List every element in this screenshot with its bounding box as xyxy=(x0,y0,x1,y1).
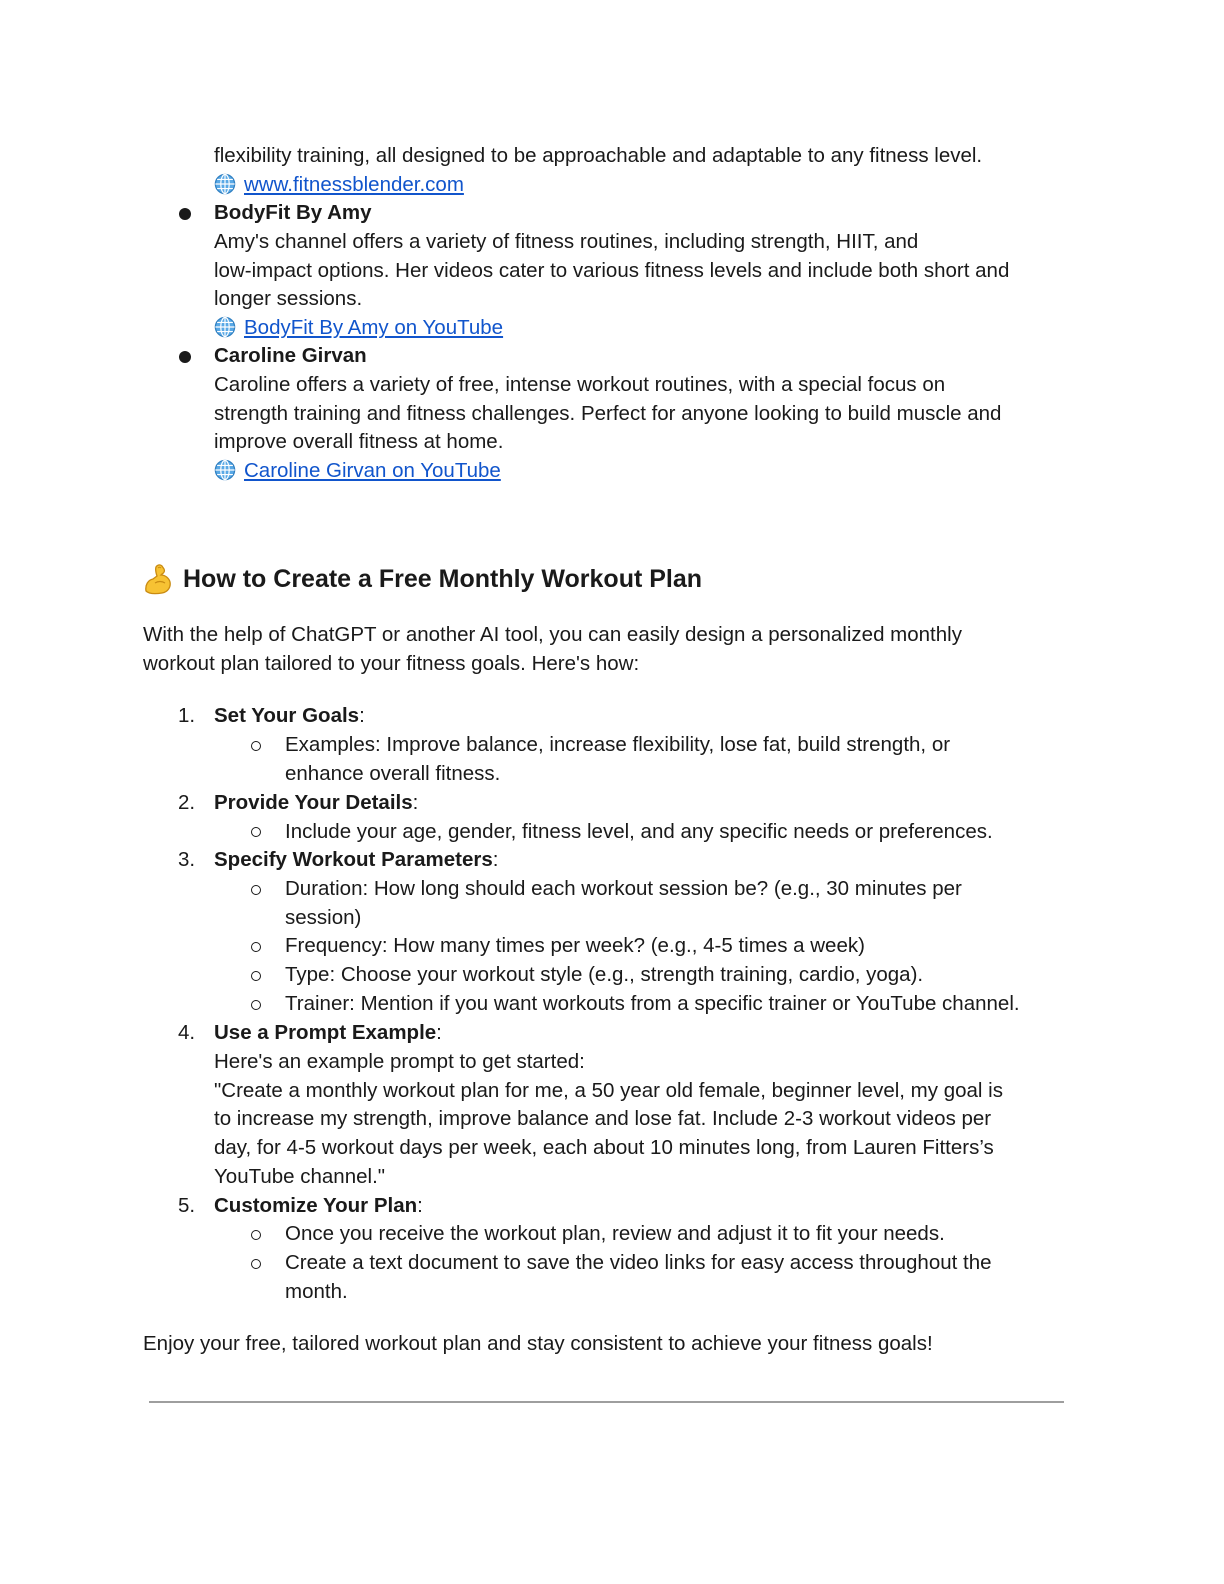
sub-bullet-circle xyxy=(251,741,261,751)
step-body-line: to increase my strength, improve balance and lose fat. Include 2-3 workout videos per xyxy=(214,1107,992,1131)
step-suffix: : xyxy=(436,1021,442,1044)
step-number: 3. xyxy=(178,848,196,871)
sub-item-line: Duration: How long should each workout session be? (e.g., 30 minutes per xyxy=(285,877,962,900)
channel-description-line: longer sessions. xyxy=(214,287,363,311)
step-title: Provide Your Details xyxy=(214,791,413,814)
step-suffix: : xyxy=(417,1194,423,1217)
channel-name: Caroline Girvan xyxy=(214,344,367,367)
step-use-a-prompt-example xyxy=(214,1019,1084,1192)
intro-line: With the help of ChatGPT or another AI tool, you can easily design a personalized monthly xyxy=(143,623,962,646)
sub-item-line: Type: Choose your workout style (e.g., strength training, cardio, yoga). xyxy=(285,963,924,986)
closing-paragraph xyxy=(143,1330,1063,1359)
step-set-your-goals xyxy=(214,702,1084,731)
sub-item-line: Create a text document to save the video links for easy access throughout the xyxy=(285,1251,992,1274)
step-suffix: : xyxy=(412,791,419,814)
sub-item xyxy=(285,1249,1075,1307)
globe-icon xyxy=(214,173,236,195)
bullet-dot xyxy=(179,208,191,220)
fitness-blender-link[interactable]: www.fitnessblender.com xyxy=(244,172,464,196)
step-number: 2. xyxy=(178,791,196,814)
sub-item xyxy=(285,731,1075,789)
sub-item xyxy=(285,961,1075,990)
bullet-dot xyxy=(179,351,191,363)
step-title: Use a Prompt Example xyxy=(214,1021,437,1044)
sub-item-line: enhance overall fitness. xyxy=(285,761,501,785)
sub-bullet-circle xyxy=(251,1000,261,1010)
sub-bullet-circle xyxy=(251,942,261,952)
sub-bullet-circle xyxy=(251,971,261,981)
sub-item xyxy=(285,818,1075,847)
step-body-line: day, for 4-5 workout days per week, each about 10 minutes long, from Lauren Fitters’s xyxy=(214,1136,994,1160)
sub-item xyxy=(285,875,1075,933)
sub-item-line: Include your age, gender, fitness level, and any specific needs or preferences. xyxy=(285,820,993,843)
channel-bodyfit-by-amy xyxy=(214,199,1084,343)
step-provide-your-details xyxy=(214,789,1084,818)
horizontal-divider xyxy=(149,1401,1064,1403)
sub-bullet-circle xyxy=(251,827,261,837)
flexed-biceps-icon xyxy=(143,563,173,595)
closing-text: Enjoy your free, tailored workout plan and stay consistent to achieve your fitness goals! xyxy=(143,1332,933,1355)
sub-item-line: Once you receive the workout plan, review and adjust it to fit your needs. xyxy=(285,1222,945,1245)
sub-item xyxy=(285,990,1075,1019)
sub-item-line: month. xyxy=(285,1279,348,1303)
caroline-girvan-youtube-link[interactable]: Caroline Girvan on YouTube xyxy=(244,459,501,483)
sub-item-line: session) xyxy=(285,905,362,929)
step-title: Set Your Goals xyxy=(214,704,360,727)
section-title: How to Create a Free Monthly Workout Plan xyxy=(183,565,703,593)
step-specify-workout-parameters xyxy=(214,846,1084,875)
channel-description-line: Caroline offers a variety of free, intense workout routines, with a special focus on xyxy=(214,372,946,396)
sub-bullet-circle xyxy=(251,885,261,895)
sub-bullet-circle xyxy=(251,1230,261,1240)
intro-line: workout plan tailored to your fitness goals. Here's how: xyxy=(143,651,640,675)
fitness-blender-description xyxy=(214,142,1084,200)
step-number: 4. xyxy=(178,1021,196,1044)
step-number: 5. xyxy=(178,1194,196,1217)
channel-description-line: improve overall fitness at home. xyxy=(214,430,504,454)
step-body-line: YouTube channel." xyxy=(214,1164,386,1188)
sub-item xyxy=(285,1220,1075,1249)
step-suffix: : xyxy=(492,848,499,871)
channel-description-line: low-impact options. Her videos cater to various fitness levels and include both short and xyxy=(214,258,1010,282)
step-title: Customize Your Plan xyxy=(214,1194,418,1217)
sub-item-line: Frequency: How many times per week? (e.g., 4-5 times a week) xyxy=(285,934,865,957)
step-number: 1. xyxy=(178,704,196,727)
step-title: Specify Workout Parameters xyxy=(214,848,493,871)
step-customize-your-plan xyxy=(214,1192,1084,1221)
sub-item xyxy=(285,932,1075,961)
channel-description-line: strength training and fitness challenges. Perfect for anyone looking to build muscle and xyxy=(214,401,1002,425)
channel-caroline-girvan xyxy=(214,342,1084,486)
globe-icon xyxy=(214,316,236,338)
sub-item-line: Trainer: Mention if you want workouts from a specific trainer or YouTube channel. xyxy=(285,992,1020,1015)
step-body-line: "Create a monthly workout plan for me, a 50 year old female, beginner level, my goal is xyxy=(214,1078,1003,1102)
globe-icon xyxy=(214,459,236,481)
step-body-line: Here's an example prompt to get started: xyxy=(214,1049,585,1073)
channel-description-line: Amy's channel offers a variety of fitness routines, including strength, HIIT, and xyxy=(214,229,919,253)
sub-bullet-circle xyxy=(251,1259,261,1269)
bodyfit-youtube-link[interactable]: BodyFit By Amy on YouTube xyxy=(244,316,504,340)
sub-item-line: Examples: Improve balance, increase flexibility, lose fat, build strength, or xyxy=(285,733,951,756)
section-heading xyxy=(143,562,702,596)
channel-name: BodyFit By Amy xyxy=(214,201,372,224)
fitness-blender-text: flexibility training, all designed to be approachable and adaptable to any fitness level. xyxy=(214,144,983,167)
step-suffix: : xyxy=(359,704,365,727)
section-intro xyxy=(143,621,1063,679)
